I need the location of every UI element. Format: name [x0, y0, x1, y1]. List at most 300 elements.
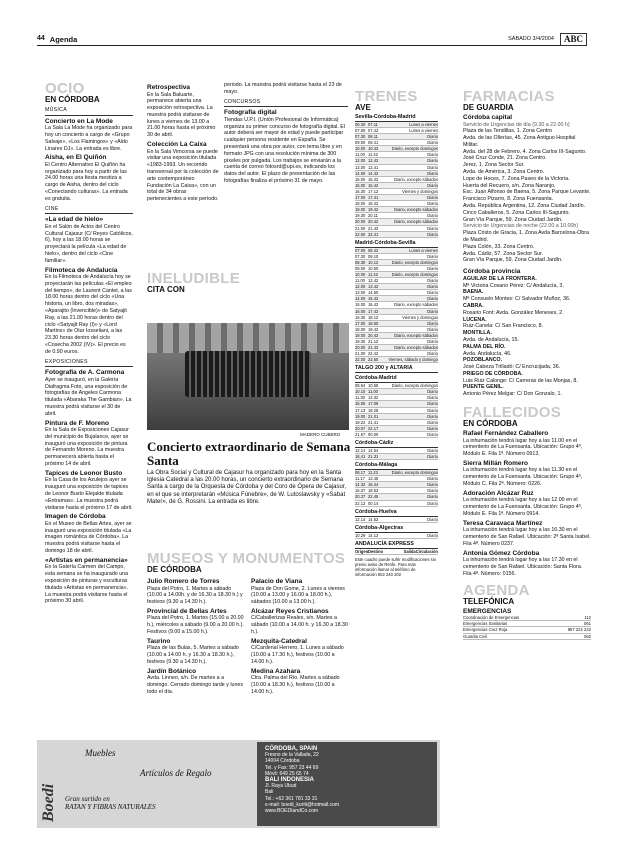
ocio-title: OCIO	[45, 82, 85, 97]
phone-number: 112	[584, 615, 591, 621]
train-row	[355, 454, 438, 460]
train-cell: 14.42	[368, 170, 379, 176]
train-cell: Diario	[427, 494, 438, 500]
train-cell: 16.30	[355, 314, 366, 320]
ad-addr: Jl. Raya Ubud	[265, 783, 297, 790]
train-route-title: Sevilla-Córdoba-Madrid	[355, 114, 438, 122]
museum-name: Jardín Botánico	[147, 667, 197, 675]
train-cell: 15.05	[355, 401, 366, 407]
province-list	[463, 276, 591, 398]
train-cell: Diario	[427, 425, 438, 431]
page-header	[37, 34, 587, 46]
capital-note: Servicio de Urgencias de día (9.30 a 22.00 h)	[463, 121, 570, 128]
train-cell: Diario, excepto domingos	[391, 383, 438, 389]
museum-name: Alcázar Reyes Cristianos	[251, 607, 329, 615]
train-cell: 07.11	[368, 121, 378, 127]
train-cell: 20.42	[368, 332, 379, 338]
train-cell: 14.32	[355, 482, 366, 488]
deceased-info: La inhumación tendrá lugar hoy a las 12.00 en el cementerio de La Fuensanta. Ubicación: Grupo 4º, Módulo E. Fila 1ª. Número 0914.	[463, 497, 583, 517]
train-cell: 17.00	[355, 195, 366, 201]
train-cell: Lunes a viernes	[409, 128, 438, 133]
train-cell: 09.00	[355, 140, 366, 146]
train-cell: 12.14	[355, 516, 366, 522]
section-title: Agenda	[49, 34, 78, 44]
train-cell: 10.42	[368, 146, 379, 152]
train-row	[355, 533, 438, 539]
train-cell: 17.13	[355, 407, 366, 413]
train-cell: 15.42	[368, 176, 379, 182]
train-cell: 14.12	[368, 532, 379, 538]
train-cell: Diario	[427, 339, 438, 344]
ocio-column	[45, 82, 133, 737]
cine-label: CINE	[45, 206, 133, 215]
item-text: En el Museo de Bellas Artes, ayer se inauguró una exposición titulada «La imagen romántica de Córdoba». La muestra podrá visitarse hasta el domingo 18 de abril.	[45, 520, 132, 555]
ad-brand: Boedi	[40, 783, 57, 822]
night-note: Servicio de Urgencias de noche (22.00 a 10.00h)	[463, 223, 579, 230]
train-cell: 21.01	[368, 413, 379, 419]
train-cell: Diario	[427, 351, 438, 357]
train-cell: 12.42	[368, 278, 379, 284]
item-heading: Tapices de Leonor Busto	[45, 469, 123, 477]
ad-line-a: Gran surtido en	[65, 795, 110, 803]
pharmacy-entry: Jerez, 1. Zona Sector Sur.	[463, 162, 525, 169]
train-cell: 11.00	[368, 389, 378, 395]
train-cell: 08.42	[368, 247, 379, 253]
train-row	[355, 232, 438, 238]
train-cell: Diario	[427, 152, 438, 158]
train-cell: 21.31	[368, 454, 379, 460]
train-cell: 10.10	[355, 389, 366, 395]
choir-shape	[185, 351, 311, 397]
phone-number: 062	[584, 633, 591, 639]
feature-label: INELUDIBLE	[147, 272, 240, 287]
train-cell: 22.17	[368, 425, 379, 431]
train-cell: 07.00	[355, 128, 366, 133]
phone-label: Coordinación de Emergencias	[463, 615, 520, 621]
train-cell: 21.12	[368, 339, 379, 344]
ad-contact	[257, 742, 437, 826]
province-entry: Luis Ruiz Calonge: C/ Carreras de las Monjas, 8.	[463, 377, 578, 384]
museum-name: Palacio de Viana	[251, 578, 303, 585]
province-entry: Avda. de Andalucía, 15.	[463, 336, 519, 343]
train-cell: 17.42	[368, 308, 379, 314]
train-cell: 13.42	[368, 284, 379, 290]
item-text: En la Sala de Exposiciones Cajasur del municipio de Bujalance, ayer se inauguró una exposición de pintura de Fernando Moreno. La muestra permanecerá abierta hasta el próximo 14 de abril.	[45, 427, 129, 468]
train-cell: 21.00	[355, 225, 366, 231]
province-entry: AGUILAR DE LA FRONTERA.	[463, 275, 537, 282]
train-cell: 13.45	[368, 476, 379, 482]
train-cell: 19.30	[355, 213, 366, 219]
museos-title: MUSEOS Y MONUMENTOS	[147, 552, 346, 567]
train-route-subtitle: Córdoba-Madrid	[355, 375, 438, 383]
ad-phone: Tel.: +62 361 781 33 31	[265, 795, 318, 802]
train-cell: Diario	[427, 170, 438, 176]
page-number: 44	[37, 35, 45, 43]
deceased-info: La inhumación tendrá lugar hoy a las 11.30 en el cementerio de La Fuensanta. Ubicación: Grupo 4º, Módulo C. Fila 2ª. Número: 0226.	[463, 467, 583, 488]
train-cell: 16.00	[355, 308, 366, 314]
train-cell: 08.54	[355, 383, 366, 389]
train-cell: Lunes a viernes	[409, 121, 438, 127]
pharmacy-entry: Cinco Caballeros, 5. Zona Carlos III-Sagunto.	[463, 209, 570, 216]
issue-date: SÁBADO 3/4/2004	[508, 35, 554, 42]
train-cell: 13.00	[355, 164, 366, 170]
train-row	[355, 501, 438, 507]
train-cell: 13.32	[368, 395, 379, 401]
phone-label: Emergencias Cruz Roja	[463, 627, 508, 633]
pharmacy-entry: Esc. Juan Alfonso de Baena, 5. Zona Parque Levante.	[463, 189, 591, 196]
item-text: periodo. La muestra podrá visitarse hasta el 23 de mayo.	[224, 82, 342, 95]
train-cell: 16.44	[368, 482, 379, 488]
museum-name: Medina Azahara	[251, 667, 301, 675]
pharmacy-entry: Gran Vía Parque, 59. Zona Ciudad Jardín.	[463, 216, 563, 223]
train-cell: 19.22	[355, 419, 366, 425]
train-cell: 13.00	[355, 290, 366, 296]
ad-web: www.BOEDIandCo.com	[265, 808, 319, 815]
train-cell: 16.42	[368, 182, 379, 188]
deceased-info: La inhumación tendrá lugar hoy a las 17.30 en el cementerio de San Rafael. Ubicación: Santa Flora. Fila 4ª. Número: 0156.	[463, 557, 583, 577]
capital-title: Córdoba capital	[463, 114, 513, 121]
museum-info: Plaza del Potro, 1. Martes a sábado (10.00 a 14.00h. y de 16.30 a 18.30 h.) y festivos (9.30 a 14.30 h.).	[147, 585, 243, 606]
train-cell: Diario	[427, 413, 438, 419]
pharmacy-entry: Huerta del Recuero, s/n. Zona Naranjo.	[463, 182, 556, 189]
deceased-list	[463, 430, 591, 577]
train-cell: Diario	[427, 326, 438, 332]
train-cell: Diario	[427, 296, 438, 302]
item-heading: Fotografía digital	[224, 109, 277, 117]
feature-title: Concierto extraordinario de Semana Santa	[147, 439, 351, 468]
train-cell: Diario, excepto domingos	[391, 146, 438, 152]
province-entry: Rosario Font: Avda. González Meneses, 2.	[463, 309, 564, 316]
museos-subtitle: DE CÓRDOBA	[147, 565, 202, 574]
province-entry: PRIEGO DE CÓRDOBA.	[463, 370, 523, 377]
train-cell: 19.00	[355, 413, 366, 419]
train-cell: 14.50	[368, 290, 379, 296]
train-cell: 11.42	[368, 152, 378, 158]
pharmacy-entry: Plaza Colón, 33. Zona Centro.	[463, 243, 535, 250]
item-heading: Aisha, en El Quiñón	[45, 154, 107, 162]
train-cell: 12.14	[355, 447, 366, 453]
train-cell: 09.00	[355, 265, 366, 271]
pharmacy-entry: Avda. Cádiz, 57. Zona Sector Sur.	[463, 250, 543, 257]
item-heading: «Artistas en permanencia»	[45, 556, 128, 564]
train-cell: 10.00	[355, 271, 366, 277]
province-entry: MONTILLA.	[463, 330, 492, 337]
ad-phone: Móvil: 649 25 65 74	[265, 770, 309, 777]
train-cell: Diario	[427, 164, 438, 170]
pharmacy-entry: Avda. de América, 3. Zona Centro.	[463, 169, 545, 176]
train-cell: 09.41	[368, 140, 379, 146]
train-cell: Diario	[427, 389, 438, 395]
train-cell: 18.50	[368, 320, 379, 326]
train-cell: Diario	[427, 213, 438, 219]
phone-label: Emergencias Sanitarias	[463, 621, 508, 627]
item-heading: Fotografía de A. Carmona	[45, 369, 125, 377]
phone-label: Guardia Civil	[463, 633, 487, 639]
item-text: En la Galería Carmen del Campo, esta semana se ha inaugurado una exposición de pinturas y esculturas titulada «Artistas en permanencia». La muestra podrá visitarse hasta el próximo 30 abril.	[45, 564, 129, 605]
province-entry: Mª Consuelo Montes: C/ Salvador Muñoz, 36.	[463, 296, 571, 303]
train-cell: 21.42	[368, 345, 379, 351]
fallecidos-subtitle: EN CÓRDOBA	[463, 419, 518, 429]
express-col: Salida	[403, 548, 416, 554]
item-text: En la Casa de los Azulejos ayer se inauguró una exposición de tapices de Leonor Busto Elejalde titulada «Entramas». La muestra podrá visitarse hasta el próximo 17 de abril.	[45, 477, 133, 511]
item-text: La Sala La Mode ha organizado para hoy un concierto a cargo de «Grupo Salvaje», «Los Flamingos» y «Aldo Linares DJ». La entrada es libre.	[45, 125, 133, 152]
train-cell: 17.12	[368, 188, 379, 194]
train-cell: 19.00	[355, 332, 366, 338]
pharmacy-night-list	[463, 230, 591, 264]
train-cell: 22.42	[368, 351, 379, 357]
train-cell: 10.58	[368, 383, 379, 389]
museos-section	[147, 552, 350, 737]
train-cell: 16.00	[355, 182, 366, 188]
deceased-name: Rafael Fernández Caballero	[463, 430, 549, 438]
ad-addr: Fresno de la Vallada, 22	[265, 752, 319, 759]
pharmacy-entry: José Cruz Conde, 21. Zona Centro.	[463, 155, 547, 162]
train-cell: Diario	[427, 195, 438, 201]
deceased-name: Sierra Millán Romero	[463, 459, 529, 467]
feature-sublabel: CITA CON	[147, 285, 185, 294]
train-cell: Diario, excepto domingos	[391, 271, 438, 277]
train-cell: Diario	[427, 284, 438, 290]
train-cell: 07.30	[355, 134, 366, 140]
train-route-title: Córdoba-Huelva	[355, 509, 438, 517]
train-cell: 19.42	[368, 207, 379, 213]
train-cell: Diario	[427, 201, 438, 207]
item-heading: Filmoteca de Andalucía	[45, 266, 118, 274]
province-entry: BAENA.	[463, 289, 484, 296]
train-cell: Diario	[427, 395, 438, 401]
col2	[147, 82, 220, 262]
train-cell: 09.10	[368, 253, 379, 259]
train-row	[355, 517, 438, 523]
train-cell: Diario	[427, 134, 438, 140]
deceased-info: La inhumación tendrá lugar hoy a las 11.00 en el cementerio de La Fuensanta. Ubicación: Grupo 4º, Módulo E. Fila 1ª. Número 0913.	[463, 437, 583, 458]
train-cell: 20.11	[368, 213, 378, 219]
express-header	[355, 549, 438, 555]
train-cell: Diario	[427, 482, 438, 488]
train-cell: 10.00	[355, 146, 366, 152]
feature-text: La Obra Social y Cultural de Cajasur ha organizado para hoy en la Santa Iglesia Catedral a las 20.00 horas, un concierto extraordinario de Semana Santa a cargo de la Orquesta de Córdoba y del Coro de Ópera de Cajasur, en el que se interpretarán «Música Fúnebre», de W. Lutoslawsky y «Sabat Mater», de G. Rossini. La entrada es libre.	[147, 470, 347, 505]
train-cell: 11.30	[355, 395, 365, 401]
item-text: En el Salón de Actos del Centro Cultural Cajasur (C/ Reyes Católicos, 6), hoy a las 18.00 horas se proyectará la película «La edad de hielo», dentro del ciclo «Cine familiar».	[45, 223, 133, 264]
train-cell: Diario, excepto sábados	[394, 345, 438, 351]
train-cell: Diario, excepto sábados	[394, 176, 438, 182]
train-cell: 08.17	[355, 470, 366, 476]
emergencias-label: EMERGENCIAS	[463, 607, 512, 615]
train-cell: 18.12	[368, 314, 379, 320]
train-cell: 17.09	[368, 401, 379, 407]
pharmacy-entry: Francisco Pizarro, 8. Zona Fuensanta.	[463, 196, 554, 203]
train-cell: 22.12	[355, 500, 366, 506]
train-cell: 21.42	[368, 225, 379, 231]
feature-labels	[147, 272, 349, 322]
newspaper-logo: ABC	[560, 33, 587, 47]
arches-shape	[147, 323, 349, 353]
train-cell: Diario	[427, 278, 438, 284]
train-cell: 18.00	[355, 201, 366, 207]
item-heading: Imagen de Córdoba	[45, 513, 106, 521]
train-cell: Diario	[427, 158, 438, 164]
province-entry: Antonio Pérez Melgar: C/ Don Gonzalo, 1.	[463, 391, 562, 398]
train-cell: 20.42	[368, 219, 379, 225]
province-entry: CABRA.	[463, 302, 484, 309]
train-cell: Diario, excepto domingos	[391, 470, 438, 476]
train-cell: 19.28	[368, 407, 379, 413]
fallecidos-title: FALLECIDOS	[463, 404, 562, 422]
farmacias-title: FARMACIAS	[463, 90, 555, 105]
museum-info: Plaza del Potro, 1. Martes (15.00 a 20.00 h.), miércoles a sábado (9.00 a 20.00 h.). Festivos (9.00 a 15.00 h.).	[147, 615, 244, 635]
province-entry: PALMA DEL RÍO.	[463, 343, 506, 350]
trains-title: TRENES	[355, 90, 418, 105]
train-cell: 11.17	[355, 476, 365, 482]
train-cell: Diario	[427, 253, 438, 259]
trains-section	[355, 90, 438, 780]
pharmacy-entry: Avda. República Argentina, 12. Zona Ciudad Jardín.	[463, 203, 586, 210]
pharmacy-entry: Lope de Hoces, 7. Zona Paseo de la Victoria.	[463, 175, 570, 182]
item-text: En la Sala Baluarte, permanece abierta una exposición retrospectiva. La muestra podrá visitarse de lunes a viernes de 13.00 a 21.00 horas hasta el próximo 30 de abril.	[147, 91, 216, 139]
train-cell: Diario, excepto sábados	[394, 207, 438, 213]
ad-phone: Tel. y Fax: 957 23 44 69	[265, 764, 319, 771]
train-cell: Diario	[427, 532, 438, 538]
museum-name: Provincial de Bellas Artes	[147, 607, 227, 615]
train-cell: 18.53	[368, 488, 379, 494]
museum-info: Plaza de las Bulas, 5. Martes a sábado (10.00 a 14.00 h. y 16.30 a 18.30 h.), festivos (9.30 a 14.30 h.).	[147, 645, 239, 665]
cathedral-concert-photo	[147, 323, 349, 430]
train-cell: 10.12	[368, 259, 379, 265]
museum-info: Ctra. Palma del Río. Martes a sábado (10.00 a 18.30 h.), festivos (10.00 a 14.00 h.).	[251, 675, 340, 695]
train-cell: Diario	[427, 500, 438, 506]
photo-caption: MADERO CUBERO	[300, 432, 341, 437]
train-cell: 18.41	[355, 454, 366, 460]
train-cell: 11.23	[368, 470, 378, 476]
train-cell: Diario	[427, 308, 438, 314]
train-cell: 23.50	[368, 357, 379, 363]
item-heading: Pintura de F. Moreno	[45, 419, 109, 427]
train-cell: 18.42	[368, 201, 379, 207]
item-heading: «La edad de hielo»	[45, 216, 104, 224]
train-cell: 20.37	[355, 494, 366, 500]
train-cell: Diario	[427, 320, 438, 326]
train-cell: Diario	[427, 447, 438, 453]
train-cell: Diario	[427, 140, 438, 146]
train-cell: Lunes a viernes	[409, 247, 438, 253]
train-row	[355, 357, 438, 363]
musica-label: MÚSICA	[45, 107, 133, 116]
ocio-subtitle: EN CÓRDOBA	[45, 95, 100, 104]
train-cell: 00.14	[368, 500, 379, 506]
right-column	[463, 90, 591, 830]
pharmacy-entry: Plaza de las Tendillas, 1. Zona Centro	[463, 128, 553, 135]
train-cell: 14.54	[368, 447, 379, 453]
train-cell: Diario, excepto domingos	[391, 259, 438, 265]
train-cell: 21.57	[355, 431, 366, 437]
train-cell: 19.00	[355, 207, 366, 213]
province-entry: José Cabeza Trilladó: C/ Encrucijada, 36.	[463, 364, 561, 371]
train-cell: Diario	[427, 476, 438, 482]
agenda-subtitle: TELEFÓNICA	[463, 596, 515, 606]
deceased-name: Antonia Gómez Córdoba	[463, 549, 540, 557]
train-cell: 08.11	[368, 134, 378, 140]
train-route-title: Córdoba-Algeciras	[355, 525, 438, 533]
train-cell: 22.45	[368, 494, 379, 500]
train-cell: Diario, excepto sábados	[394, 332, 438, 338]
train-cell: Diario	[427, 454, 438, 460]
train-cell: Diario	[427, 225, 438, 231]
train-cell: 17.00	[355, 320, 366, 326]
train-cell: 20.00	[355, 219, 366, 225]
train-cell: 15.42	[368, 296, 379, 302]
train-cell: 12.00	[355, 158, 366, 164]
train-route-title: TALGO 200 y ALTARIA	[355, 365, 438, 373]
train-cell: Diario	[427, 182, 438, 188]
item-text: Tiendas U.P.I. (Unión Profesional de Informática) organiza su primer concurso de fotografía digital. El autor deberá ser mayor de edad y puede participar cualquier persona residente en España. Se presentará una obra por autor, con tema libre y en formato JPG con una resolución mínima de 300 píxeles por pulgada. Los trabajos se enviarán a la cuenta de correo fotosrd@upi.es, indicando los datos del autor. El plazo de presentación de las fotografías finaliza el próximo 31 de mayo.	[224, 116, 346, 184]
item-text: El Centro Alternativo El Quiñón ha organizado para hoy a partir de las 24.00 horas una fiesta mestiza a cargo de Aisha, dentro del ciclo «Conectando culturas». La entrada es gratuita.	[45, 161, 128, 202]
item-text: En la Filmoteca de Andalucía hoy se proyectarán las películas «El empleo del tiempo», de Laurent Cantet, a las 18.00 horas dentro del ciclo «Una historia, un libro, dos miradas», «Aparajito (Invencible)» de Satyajit Ray, a las 21.00 horas dentro del ciclo «Satyajit Ray (I)» y «Lord Martins» de Otar Iosseliani, a las 23.30 horas dentro del ciclo «Cosecha 2002 (IV)». El precio es de 0.90 euros.	[45, 274, 132, 355]
train-cell: 10.50	[368, 265, 379, 271]
museum-name: Taurino	[147, 637, 171, 645]
train-cell: 18.00	[355, 326, 366, 332]
concursos-label: CONCURSOS	[224, 99, 348, 108]
deceased-info: La inhumación tendrá lugar hoy a las 16.30 en el cementerio de San Rafael. Ubicación: 2ª Santa Isabel. Fila 4ª. Número 0237.	[463, 527, 591, 547]
pharmacy-list	[463, 128, 591, 223]
agenda-title: AGENDA	[463, 581, 530, 599]
train-cell: 08.30	[355, 259, 366, 265]
train-cell: 11.00	[355, 278, 365, 284]
train-route-title: Córdoba-Málaga	[355, 462, 438, 470]
train-cell: 17.41	[368, 195, 379, 201]
train-cell: 07.42	[368, 128, 379, 133]
train-cell: Diario	[427, 265, 438, 271]
ad-addr: Bali	[265, 789, 274, 796]
train-cell: 15.00	[355, 302, 366, 308]
ad-line-b: RATAN Y FIBRAS NATURALES	[65, 803, 156, 811]
ad-addr: 14004 Córdoba	[265, 758, 300, 765]
train-cell: 20.00	[355, 345, 366, 351]
pharmacy-entry: Avda. del 28 de Febrero, 4. Zona Carlos III-Sagunto.	[463, 148, 587, 155]
express-col: Origen	[355, 548, 369, 554]
train-cell: Diario	[427, 488, 438, 494]
train-cell: 11.42	[368, 271, 378, 277]
phone-number: 061	[584, 621, 591, 627]
province-entry: Avda. Andalucía, 46.	[463, 350, 512, 357]
train-cell: Diario, excepto sábados	[394, 302, 438, 308]
item-heading: Retrospectiva	[147, 84, 190, 91]
pharmacy-entry: Avda. de las Ollerías, 45. Zona Antiguo Hospital Militar.	[463, 135, 576, 148]
express-note: Este cuadro puede sufrir modificaciones sin previo aviso de Renfe. Para más información llamar al teléfono de información 902 240 202	[355, 556, 436, 577]
train-cell: Diario	[427, 231, 438, 237]
train-cell: 22.00	[355, 357, 366, 363]
pharmacy-entry: Plaza Cristo de Gracia, 1. Zona Avda Barcelona-Obra de Madrid.	[463, 230, 589, 244]
museum-info: Plaza de Don Gome, 2. Lunes a viernes (10.00 a 13.00 y 16.00 a 18.00 h.), sábados (10.00 a 13.00 h.).	[251, 585, 345, 606]
train-cell: Viernes, sábado y domingo	[388, 357, 438, 363]
train-cell: Viernes y domingos	[402, 188, 438, 194]
province-entry: Ruiz-Canela: C/ San Francisco, 8.	[463, 323, 544, 330]
ad-line	[65, 795, 156, 811]
ad-city: CÓRDOBA, SPAIN	[265, 746, 318, 752]
train-cell: Diario	[427, 407, 438, 413]
farmacias-subtitle: DE GUARDIA	[463, 103, 514, 112]
train-cell: 15.00	[355, 176, 366, 182]
ad-line: Artículos de Regalo	[140, 768, 212, 778]
province-title: Córdoba provincia	[463, 268, 521, 276]
ad-email: e-mail: boedi_kuriti@hotmail.com	[265, 801, 339, 808]
express-title: ANDALUCÍA EXPRESS	[355, 541, 438, 549]
col3	[224, 82, 348, 262]
item-text: Ayer se inauguró, en la Galería Diafragma Foto, una exposición de fotografías de Angeles Carmona titulada «Abaraka The Gambian». La muestra podrá visitarse el 30 de abril.	[45, 376, 132, 417]
train-cell: 07.30	[355, 253, 366, 259]
item-text: En la Sala Vimcorsa se puede visitar una exposición titulada «1983-1993. Un recorrido transversal por la colección de arte contemporáneo Fundación La Caixa», con un total de 34 obras pertenecientes a este período.	[147, 148, 219, 203]
province-entry: Mª Victoria Cosano Pérez: C/ Andalucía, 3.	[463, 282, 564, 289]
museum-name: Julio Romero de Torres	[147, 578, 220, 585]
